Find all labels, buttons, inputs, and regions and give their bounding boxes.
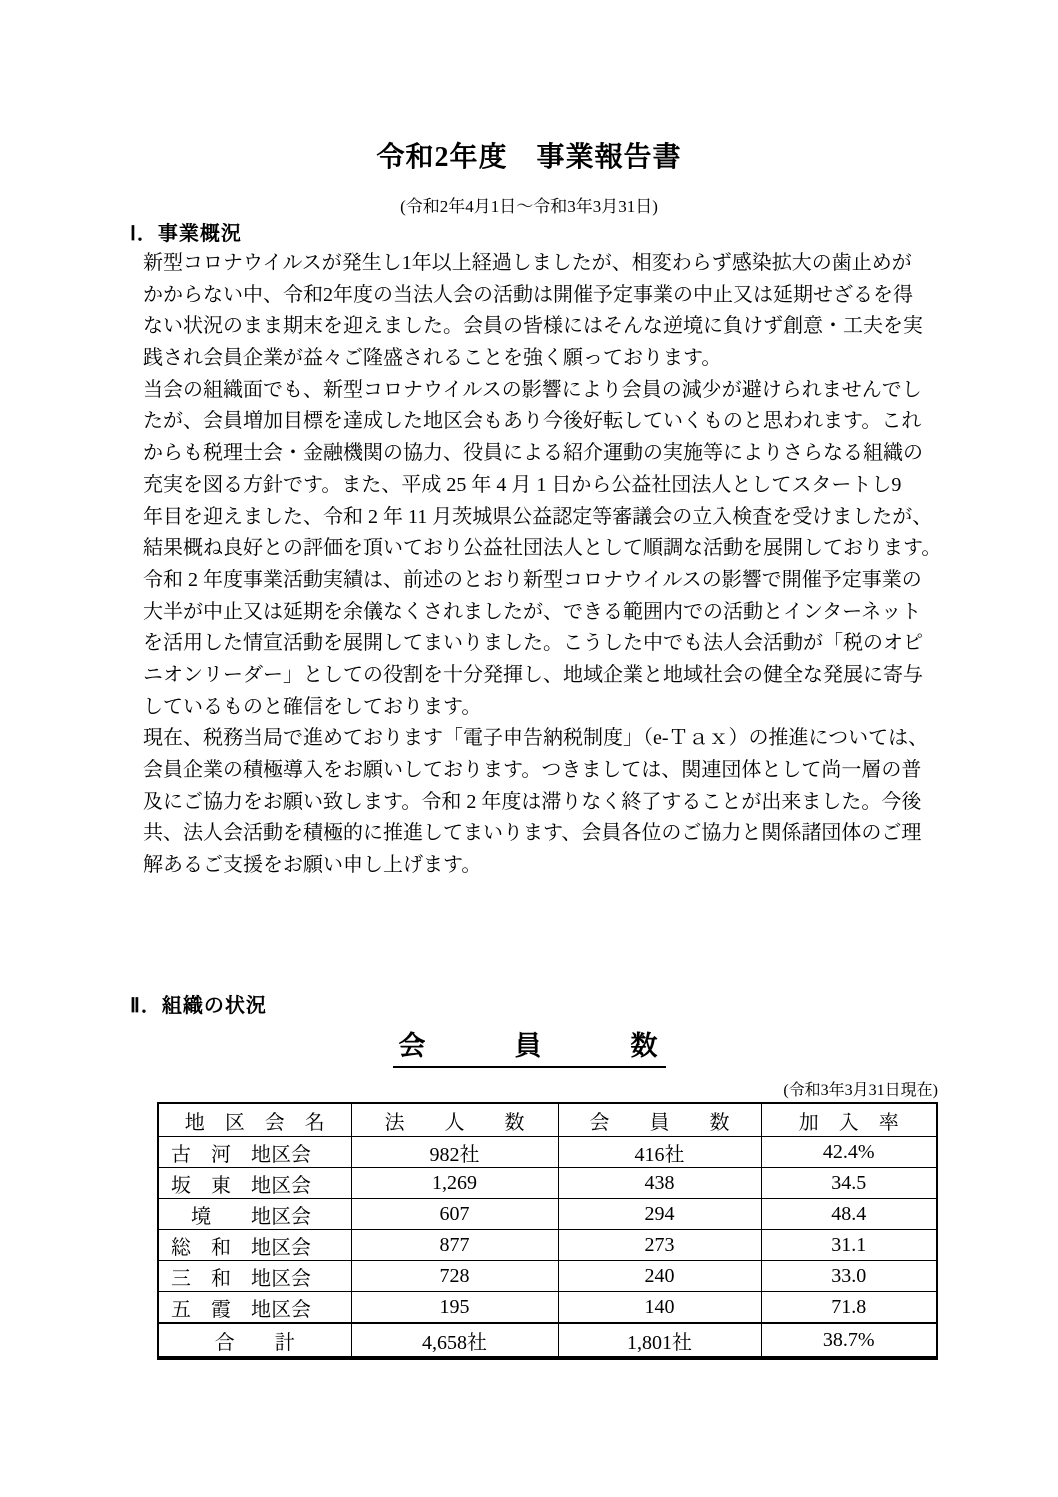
body-line: 践され会員企業が益々ご隆盛されることを強く願っております。 [143,347,722,370]
body-line: 会員企業の積極導入をお願いしております。つきましては、関連団体として尚一層の普 [143,759,922,781]
column-header-members: 会 員 数 [558,1103,761,1137]
corporation-count-cell: 877 [351,1230,558,1261]
member-count-cell: 416社 [558,1137,761,1168]
column-header-corporations: 法 人 数 [351,1103,558,1137]
body-line: ニオンリーダー」としての役割を十分発揮し、地域企業と地域社会の健全な発展に寄与 [143,663,923,686]
member-count-table [157,1102,938,1360]
district-name-cell: 坂 東 地区会 [158,1168,351,1199]
body-line: 共、法人会活動を積極的に推進してまいります、会員各位のご協力と関係諸団体のご理 [143,822,922,845]
corporation-count-cell: 195 [351,1292,558,1324]
corporation-count-cell: 982社 [351,1137,558,1168]
join-rate-cell: 34.5 [761,1168,937,1199]
district-name-cell: 古 河 地区会 [158,1137,351,1168]
body-line: 新型コロナウイルスが発生し1年以上経過しましたが、相変わらず感染拡大の歯止めが [143,252,912,274]
doc-title: 令和2年度 事業報告書 [376,142,682,173]
body-line: ない状況のまま期末を迎えました。会員の皆様にはそんな逆境に負けず創意・工夫を実 [143,315,923,338]
body-line: たが、会員増加目標を達成した地区会もあり今後好転していくものと思われます。これ [143,410,922,433]
district-name-cell: 総 和 地区会 [158,1230,351,1261]
table-header-row [158,1103,937,1137]
member-count-cell: 273 [558,1230,761,1261]
join-rate-cell: 71.8 [761,1292,937,1324]
as-of-date: (令和3年3月31日現在) [783,1082,938,1099]
join-rate-cell: 31.1 [761,1230,937,1261]
column-header-rate: 加 入 率 [761,1103,937,1137]
corporation-count-cell: 4,658社 [351,1323,558,1358]
body-line: しているものと確信をしております。 [143,695,482,718]
section1-heading: Ⅰ．事業概況 [130,223,242,245]
join-rate-cell: 38.7% [761,1323,937,1358]
doc-subtitle: (令和2年4月1日～令和3年3月31日) [400,197,658,216]
table-row [158,1199,937,1230]
table-row [158,1137,937,1168]
body-line: を活用した情宣活動を展開してまいりました。こうした中でも法人会活動が「税のオピ [143,632,923,655]
table-row [158,1292,937,1324]
member-count-title-text: 会 員 数 [393,1024,666,1068]
member-count-cell: 294 [558,1199,761,1230]
join-rate-cell: 42.4% [761,1137,937,1168]
table-row [158,1230,937,1261]
section2-heading: Ⅱ．組織の状況 [130,995,267,1017]
district-name-cell: 三 和 地区会 [158,1261,351,1292]
table-row [158,1261,937,1292]
district-name-cell: 境 地区会 [158,1199,351,1230]
body-line: かからない中、令和2年度の当法人会の活動は開催予定事業の中止又は延期せざるを得 [143,283,913,306]
table-row [158,1168,937,1199]
corporation-count-cell: 1,269 [351,1168,558,1199]
business-overview-text [143,248,945,882]
join-rate-cell: 48.4 [761,1199,937,1230]
body-line: 及にご協力をお願い致します。令和 2 年度は滞りなく終了することが出来ました。今後 [143,790,922,813]
body-line: からも税理士会・金融機関の協力、役員による紹介運動の実施等によりさらなる組織の [143,442,923,465]
member-count-cell: 438 [558,1168,761,1199]
table-row-total [158,1323,937,1358]
body-line: 大半が中止又は延期を余儀なくされましたが、できる範囲内での活動とインターネット [143,600,922,623]
member-count-cell: 240 [558,1261,761,1292]
member-count-cell: 140 [558,1292,761,1324]
body-line: 当会の組織面でも、新型コロナウイルスの影響により会員の減少が避けられませんでし [143,378,922,401]
district-name-cell: 合 計 [158,1323,351,1358]
body-line: 解あるご支援をお願い申し上げます。 [143,854,482,877]
body-line: 年目を迎えました、令和 2 年 11 月茨城県公益認定等審議会の立入検査を受けましたが、 [143,505,933,528]
body-line: 結果概ね良好との評価を頂いており公益社団法人として順調な活動を展開しております。 [143,537,942,560]
member-count-title [0,1024,1058,1068]
district-name-cell: 五 霞 地区会 [158,1292,351,1324]
join-rate-cell: 33.0 [761,1261,937,1292]
member-count-cell: 1,801社 [558,1323,761,1358]
corporation-count-cell: 728 [351,1261,558,1292]
corporation-count-cell: 607 [351,1199,558,1230]
body-line: 充実を図る方針です。また、平成 25 年 4 月 1 日から公益社団法人としてスタートし9 [143,473,902,496]
body-line: 令和 2 年度事業活動実績は、前述のとおり新型コロナウイルスの影響で開催予定事業の [143,568,922,591]
body-line: 現在、税務当局で進めております「電子申告納税制度」（e-Ｔａｘ）の推進については、 [143,727,929,750]
column-header-district: 地 区 会 名 [158,1103,351,1137]
